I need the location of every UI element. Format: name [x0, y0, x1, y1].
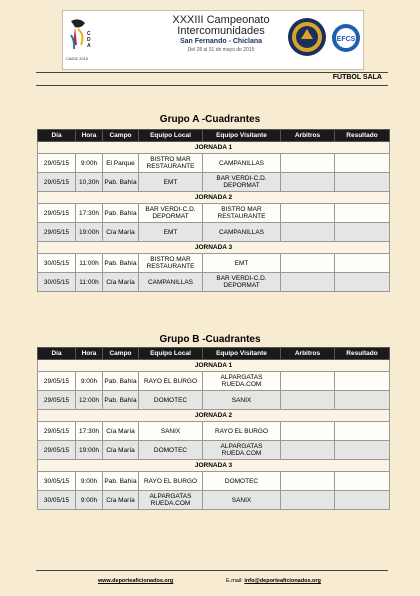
match-date: 29/05/15 — [38, 223, 76, 242]
referees-cell — [281, 391, 335, 410]
group-b-title: Grupo B -Cuadrantes — [159, 334, 261, 345]
footer-website[interactable] — [98, 578, 173, 584]
result-cell — [335, 154, 390, 173]
header-rule-top — [36, 72, 388, 73]
home-team: DOMOTEC — [139, 391, 203, 410]
referees-cell — [281, 441, 335, 460]
away-team: SANIX — [203, 491, 281, 510]
home-team: EMT — [139, 223, 203, 242]
match-time: 9:00h — [76, 154, 103, 173]
match-field: Pab. Bahía — [103, 254, 139, 273]
result-cell — [335, 204, 390, 223]
home-team: SANIX — [139, 422, 203, 441]
match-time: 11:00h — [76, 273, 103, 292]
home-team: ALPARGATAS RUEDA.COM — [139, 491, 203, 510]
table-header-row — [38, 130, 390, 142]
away-team: BAR VERDI-C.D. DEPORMAT — [203, 173, 281, 192]
col-header-day: Día — [38, 130, 76, 142]
table-row — [38, 223, 390, 242]
col-header-field: Campo — [103, 130, 139, 142]
result-cell — [335, 173, 390, 192]
result-cell — [335, 372, 390, 391]
referees-cell — [281, 154, 335, 173]
logo-letter-a: A — [87, 43, 91, 49]
event-dates: Del 28 al 31 de mayo de 2015 — [187, 47, 255, 53]
match-time: 9:00h — [76, 372, 103, 391]
home-team: BISTRO MAR RESTAURANTE — [139, 154, 203, 173]
match-time: 19:00h — [76, 223, 103, 242]
home-team: DOMOTEC — [139, 441, 203, 460]
referees-cell — [281, 273, 335, 292]
table-row — [38, 472, 390, 491]
table-row — [38, 372, 390, 391]
match-date: 29/05/15 — [38, 154, 76, 173]
logo-caption: CADIZ 2015 — [66, 56, 89, 61]
efcs-logo — [331, 23, 361, 53]
result-cell — [335, 441, 390, 460]
match-time: 9:00h — [76, 472, 103, 491]
referees-cell — [281, 422, 335, 441]
col-header-result: Resultado — [335, 348, 390, 360]
match-date: 30/05/15 — [38, 472, 76, 491]
col-header-result: Resultado — [335, 130, 390, 142]
result-cell — [335, 491, 390, 510]
efcs-logo-text: EFCS — [336, 36, 356, 43]
match-date: 29/05/15 — [38, 204, 76, 223]
table-row — [38, 422, 390, 441]
logo-letter-c: C — [87, 31, 91, 37]
away-team: RAYO EL BURGO — [203, 422, 281, 441]
table-row — [38, 254, 390, 273]
home-team: BAR VERDI-C.D. DEPORMAT — [139, 204, 203, 223]
match-field: El Parque — [103, 154, 139, 173]
table-row — [38, 391, 390, 410]
match-time: 17:30h — [76, 422, 103, 441]
home-team: EMT — [139, 173, 203, 192]
referees-cell — [281, 491, 335, 510]
referees-cell — [281, 372, 335, 391]
jornada-label: JORNADA 2 — [38, 410, 390, 422]
match-field: Cía María — [103, 441, 139, 460]
away-team: CAMPANILLAS — [203, 154, 281, 173]
result-cell — [335, 422, 390, 441]
header-rule-bottom — [36, 85, 388, 86]
col-header-home: Equipo Local — [139, 348, 203, 360]
col-header-away: Equipo Visitante — [203, 348, 281, 360]
match-field: Pab. Bahía — [103, 372, 139, 391]
referees-cell — [281, 204, 335, 223]
jornada-label: JORNADA 3 — [38, 242, 390, 254]
event-location: San Fernando - Chiclana — [179, 38, 263, 45]
col-header-home: Equipo Local — [139, 130, 203, 142]
referees-cell — [281, 223, 335, 242]
group-a-title: Grupo A -Cuadrantes — [159, 114, 261, 125]
referees-cell — [281, 254, 335, 273]
match-field: Pab. Bahía — [103, 204, 139, 223]
away-team: DOMOTEC — [203, 472, 281, 491]
col-header-time: Hora — [76, 348, 103, 360]
referees-cell — [281, 472, 335, 491]
email-link[interactable]: info@deporteaficionados.org — [244, 578, 321, 584]
away-team: ALPARGATAS RUEDA.COM — [203, 372, 281, 391]
match-date: 29/05/15 — [38, 173, 76, 192]
away-team: CAMPANILLAS — [203, 223, 281, 242]
result-cell — [335, 472, 390, 491]
group-a-schedule-table — [37, 129, 390, 292]
table-row — [38, 273, 390, 292]
result-cell — [335, 223, 390, 242]
referees-cell — [281, 173, 335, 192]
home-team: RAYO EL BURGO — [139, 472, 203, 491]
cadiz-2015-logo — [65, 15, 97, 65]
table-row — [38, 154, 390, 173]
col-header-away: Equipo Visitante — [203, 130, 281, 142]
jornada-label: JORNADA 3 — [38, 460, 390, 472]
match-date: 29/05/15 — [38, 422, 76, 441]
col-header-referees: Arbitros — [281, 130, 335, 142]
event-header — [62, 10, 364, 70]
email-label: E.mail: — [226, 578, 243, 584]
group-b-schedule-table — [37, 347, 390, 510]
match-date: 29/05/15 — [38, 441, 76, 460]
away-team: BISTRO MAR RESTAURANTE — [203, 204, 281, 223]
match-field: Cía María — [103, 223, 139, 242]
home-team: CAMPANILLAS — [139, 273, 203, 292]
match-time: 9:00h — [76, 491, 103, 510]
match-date: 30/05/15 — [38, 273, 76, 292]
home-team: RAYO EL BURGO — [139, 372, 203, 391]
match-time: 17:30h — [76, 204, 103, 223]
match-date: 30/05/15 — [38, 491, 76, 510]
match-field: Pab. Bahía — [103, 472, 139, 491]
result-cell — [335, 273, 390, 292]
table-row — [38, 441, 390, 460]
col-header-field: Campo — [103, 348, 139, 360]
away-team: EMT — [203, 254, 281, 273]
result-cell — [335, 391, 390, 410]
match-field: Cía María — [103, 491, 139, 510]
jornada-label: JORNADA 2 — [38, 192, 390, 204]
match-date: 29/05/15 — [38, 391, 76, 410]
website-link[interactable]: www.deporteaficionados.org — [98, 578, 174, 584]
match-time: 10,30h — [76, 173, 103, 192]
match-date: 29/05/15 — [38, 372, 76, 391]
match-field: Cía María — [103, 273, 139, 292]
table-row — [38, 204, 390, 223]
footer-rule — [36, 570, 388, 571]
table-header-row — [38, 348, 390, 360]
match-date: 30/05/15 — [38, 254, 76, 273]
match-time: 19:00h — [76, 441, 103, 460]
jornada-label: JORNADA 1 — [38, 360, 390, 372]
result-cell — [335, 254, 390, 273]
home-team: BISTRO MAR RESTAURANTE — [139, 254, 203, 273]
match-field: Cía María — [103, 422, 139, 441]
event-title-line2: Intercomunidades — [177, 25, 265, 37]
sport-label: FÚTBOL SALA — [332, 74, 382, 81]
match-field: Pab. Bahía — [103, 173, 139, 192]
table-row — [38, 173, 390, 192]
jornada-label: JORNADA 1 — [38, 142, 390, 154]
table-row — [38, 491, 390, 510]
away-team: ALPARGATAS RUEDA.COM — [203, 441, 281, 460]
logo-letter-d: D — [87, 37, 91, 43]
away-team: SANIX — [203, 391, 281, 410]
federation-seal-icon — [287, 17, 327, 57]
match-time: 11:00h — [76, 254, 103, 273]
col-header-referees: Arbitros — [281, 348, 335, 360]
col-header-day: Día — [38, 348, 76, 360]
col-header-time: Hora — [76, 130, 103, 142]
event-title-line1: XXXIII Campeonato — [172, 14, 270, 26]
away-team: BAR VERDI-C.D. DEPORMAT — [203, 273, 281, 292]
event-title-block — [141, 15, 301, 54]
match-field: Pab. Bahía — [103, 391, 139, 410]
footer-email — [226, 578, 321, 584]
match-time: 12:00h — [76, 391, 103, 410]
